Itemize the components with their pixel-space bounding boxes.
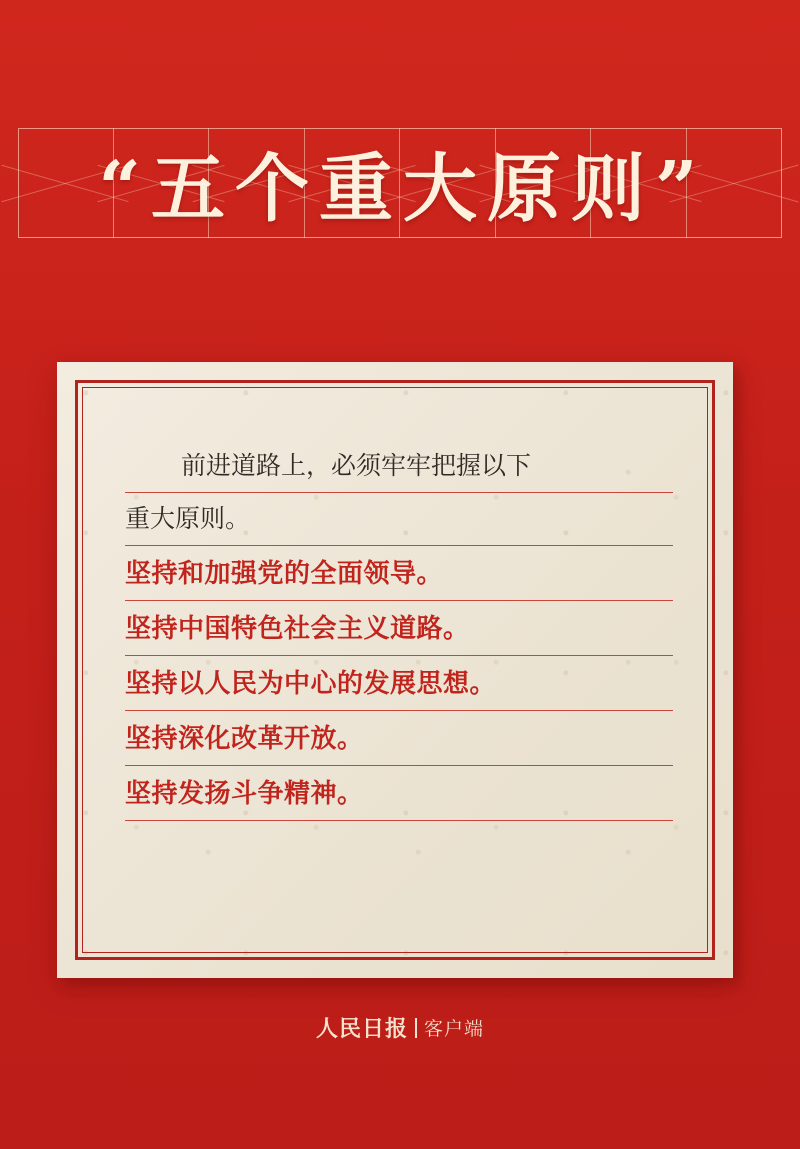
lede-line-2: 重大原则。 [125,505,251,533]
principles-list [125,546,673,821]
brand-name: 人民日报 [315,1016,408,1042]
list-item: 坚持发扬斗争精神。 [125,766,673,821]
page-title: “五个重大原则” [98,146,708,232]
title-block [18,128,782,238]
lede-paragraph [125,440,673,546]
content-card [57,362,733,978]
list-item: 坚持以人民为中心的发展思想。 [125,656,673,711]
divider [415,1018,417,1038]
list-item: 坚持和加强党的全面领导。 [125,546,673,601]
footer-branding [0,1012,800,1043]
brand-subtitle: 客户端 [424,1019,485,1040]
list-item: 坚持深化改革开放。 [125,711,673,766]
lede-line-1: 前进道路上，必须牢牢把握以下 [125,440,673,493]
list-item: 坚持中国特色社会主义道路。 [125,601,673,656]
card-content [125,440,673,821]
